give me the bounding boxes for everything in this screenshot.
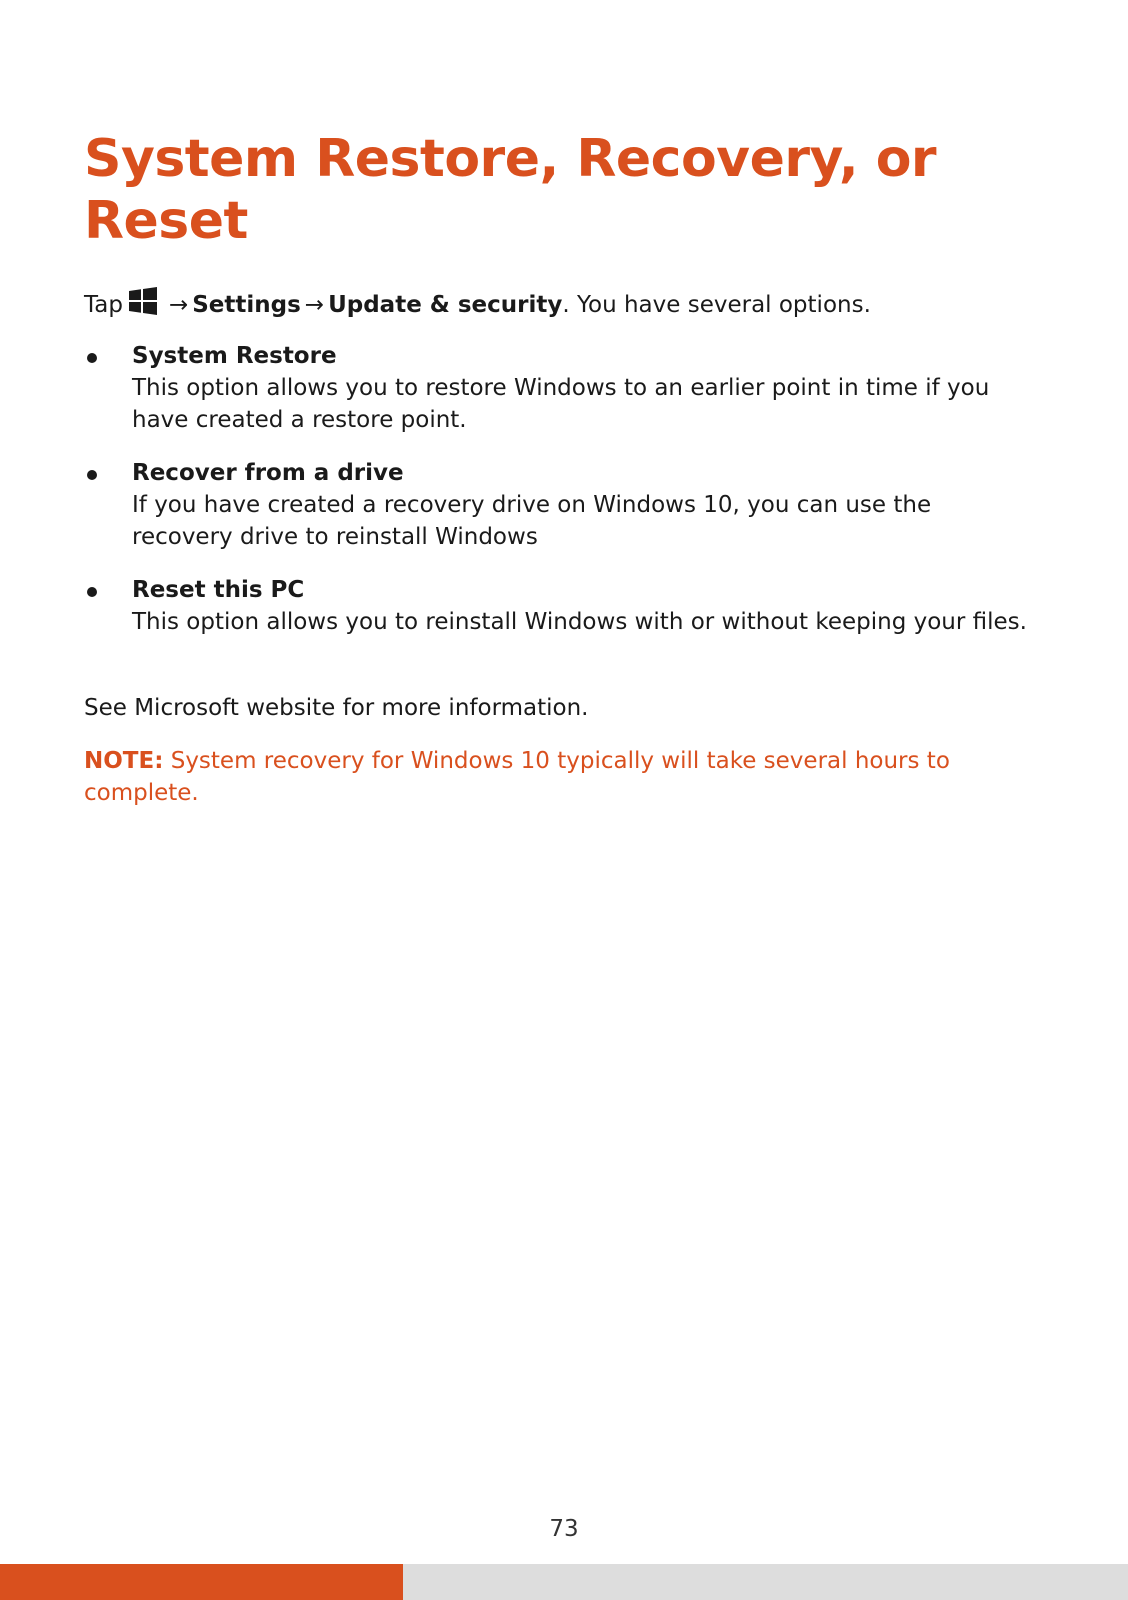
options-list bbox=[84, 340, 1034, 659]
option-title: Recover from a drive bbox=[132, 460, 404, 486]
option-description: This option allows you to reinstall Windows with or without keeping your files. bbox=[132, 609, 1027, 635]
option-recover-from-drive bbox=[84, 457, 1034, 553]
option-title: System Restore bbox=[132, 343, 337, 369]
footer-bar bbox=[0, 1564, 1128, 1600]
note-text: System recovery for Windows 10 typically will take several hours to complete. bbox=[84, 748, 950, 806]
page-number: 73 bbox=[549, 1516, 579, 1542]
bullet-icon bbox=[87, 587, 97, 597]
note-callout bbox=[84, 745, 1034, 809]
intro-tap: Tap bbox=[84, 292, 123, 318]
windows-start-icon bbox=[127, 285, 159, 317]
page-title: System Restore, Recovery, or Reset bbox=[84, 129, 937, 251]
note-label: NOTE: bbox=[84, 748, 164, 774]
option-title: Reset this PC bbox=[132, 577, 305, 603]
update-security-path-item: Update & security bbox=[328, 292, 563, 318]
intro-tail: . You have several options. bbox=[562, 292, 871, 318]
see-more-text: See Microsoft website for more information. bbox=[84, 695, 589, 721]
bullet-icon bbox=[87, 470, 97, 480]
option-description: This option allows you to restore Windows to an earlier point in time if you have created a restore point. bbox=[132, 375, 990, 433]
footer-accent bbox=[0, 1564, 403, 1600]
bullet-icon bbox=[87, 353, 97, 363]
intro-line bbox=[84, 285, 1064, 321]
option-description: If you have created a recovery drive on Windows 10, you can use the recovery drive to reinstall Windows bbox=[132, 492, 932, 550]
option-system-restore bbox=[84, 340, 1034, 436]
arrow-icon: → bbox=[304, 292, 325, 318]
arrow-icon: → bbox=[168, 292, 189, 318]
option-reset-this-pc bbox=[84, 574, 1034, 638]
settings-path-item: Settings bbox=[192, 292, 301, 318]
